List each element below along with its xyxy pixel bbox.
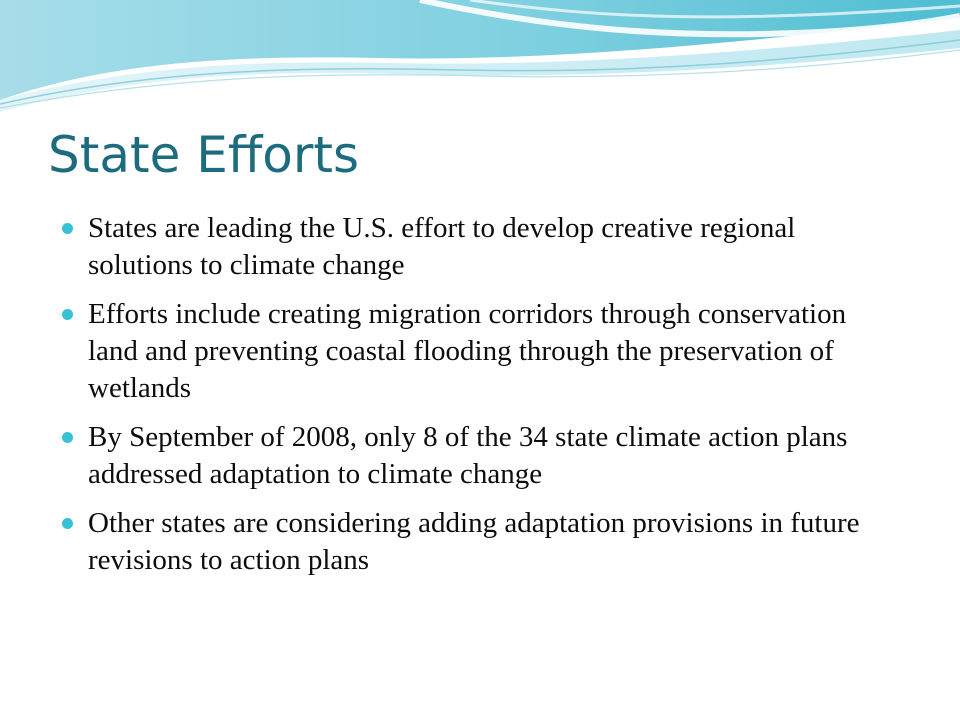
bullet-item bbox=[60, 210, 880, 284]
bullet-item bbox=[60, 296, 880, 407]
bullet-text: States are leading the U.S. effort to develop creative regional solutions to climate change bbox=[88, 212, 796, 281]
bullet-item bbox=[60, 505, 880, 579]
bullet-dot-icon bbox=[62, 518, 73, 529]
bullet-list bbox=[60, 210, 880, 591]
bullet-text: By September of 2008, only 8 of the 34 state climate action plans addressed adaptation to climate change bbox=[88, 421, 848, 490]
bullet-dot-icon bbox=[62, 432, 73, 443]
bullet-dot-icon bbox=[62, 309, 73, 320]
slide-title: State Efforts bbox=[48, 126, 360, 184]
bullet-dot-icon bbox=[62, 223, 73, 234]
bullet-item bbox=[60, 419, 880, 493]
bullet-text: Efforts include creating migration corridors through conservation land and preventing coastal flooding through the preservation of wetlands bbox=[88, 298, 847, 404]
bullet-text: Other states are considering adding adaptation provisions in future revisions to action plans bbox=[88, 507, 860, 576]
wave-banner-decoration bbox=[0, 0, 960, 120]
